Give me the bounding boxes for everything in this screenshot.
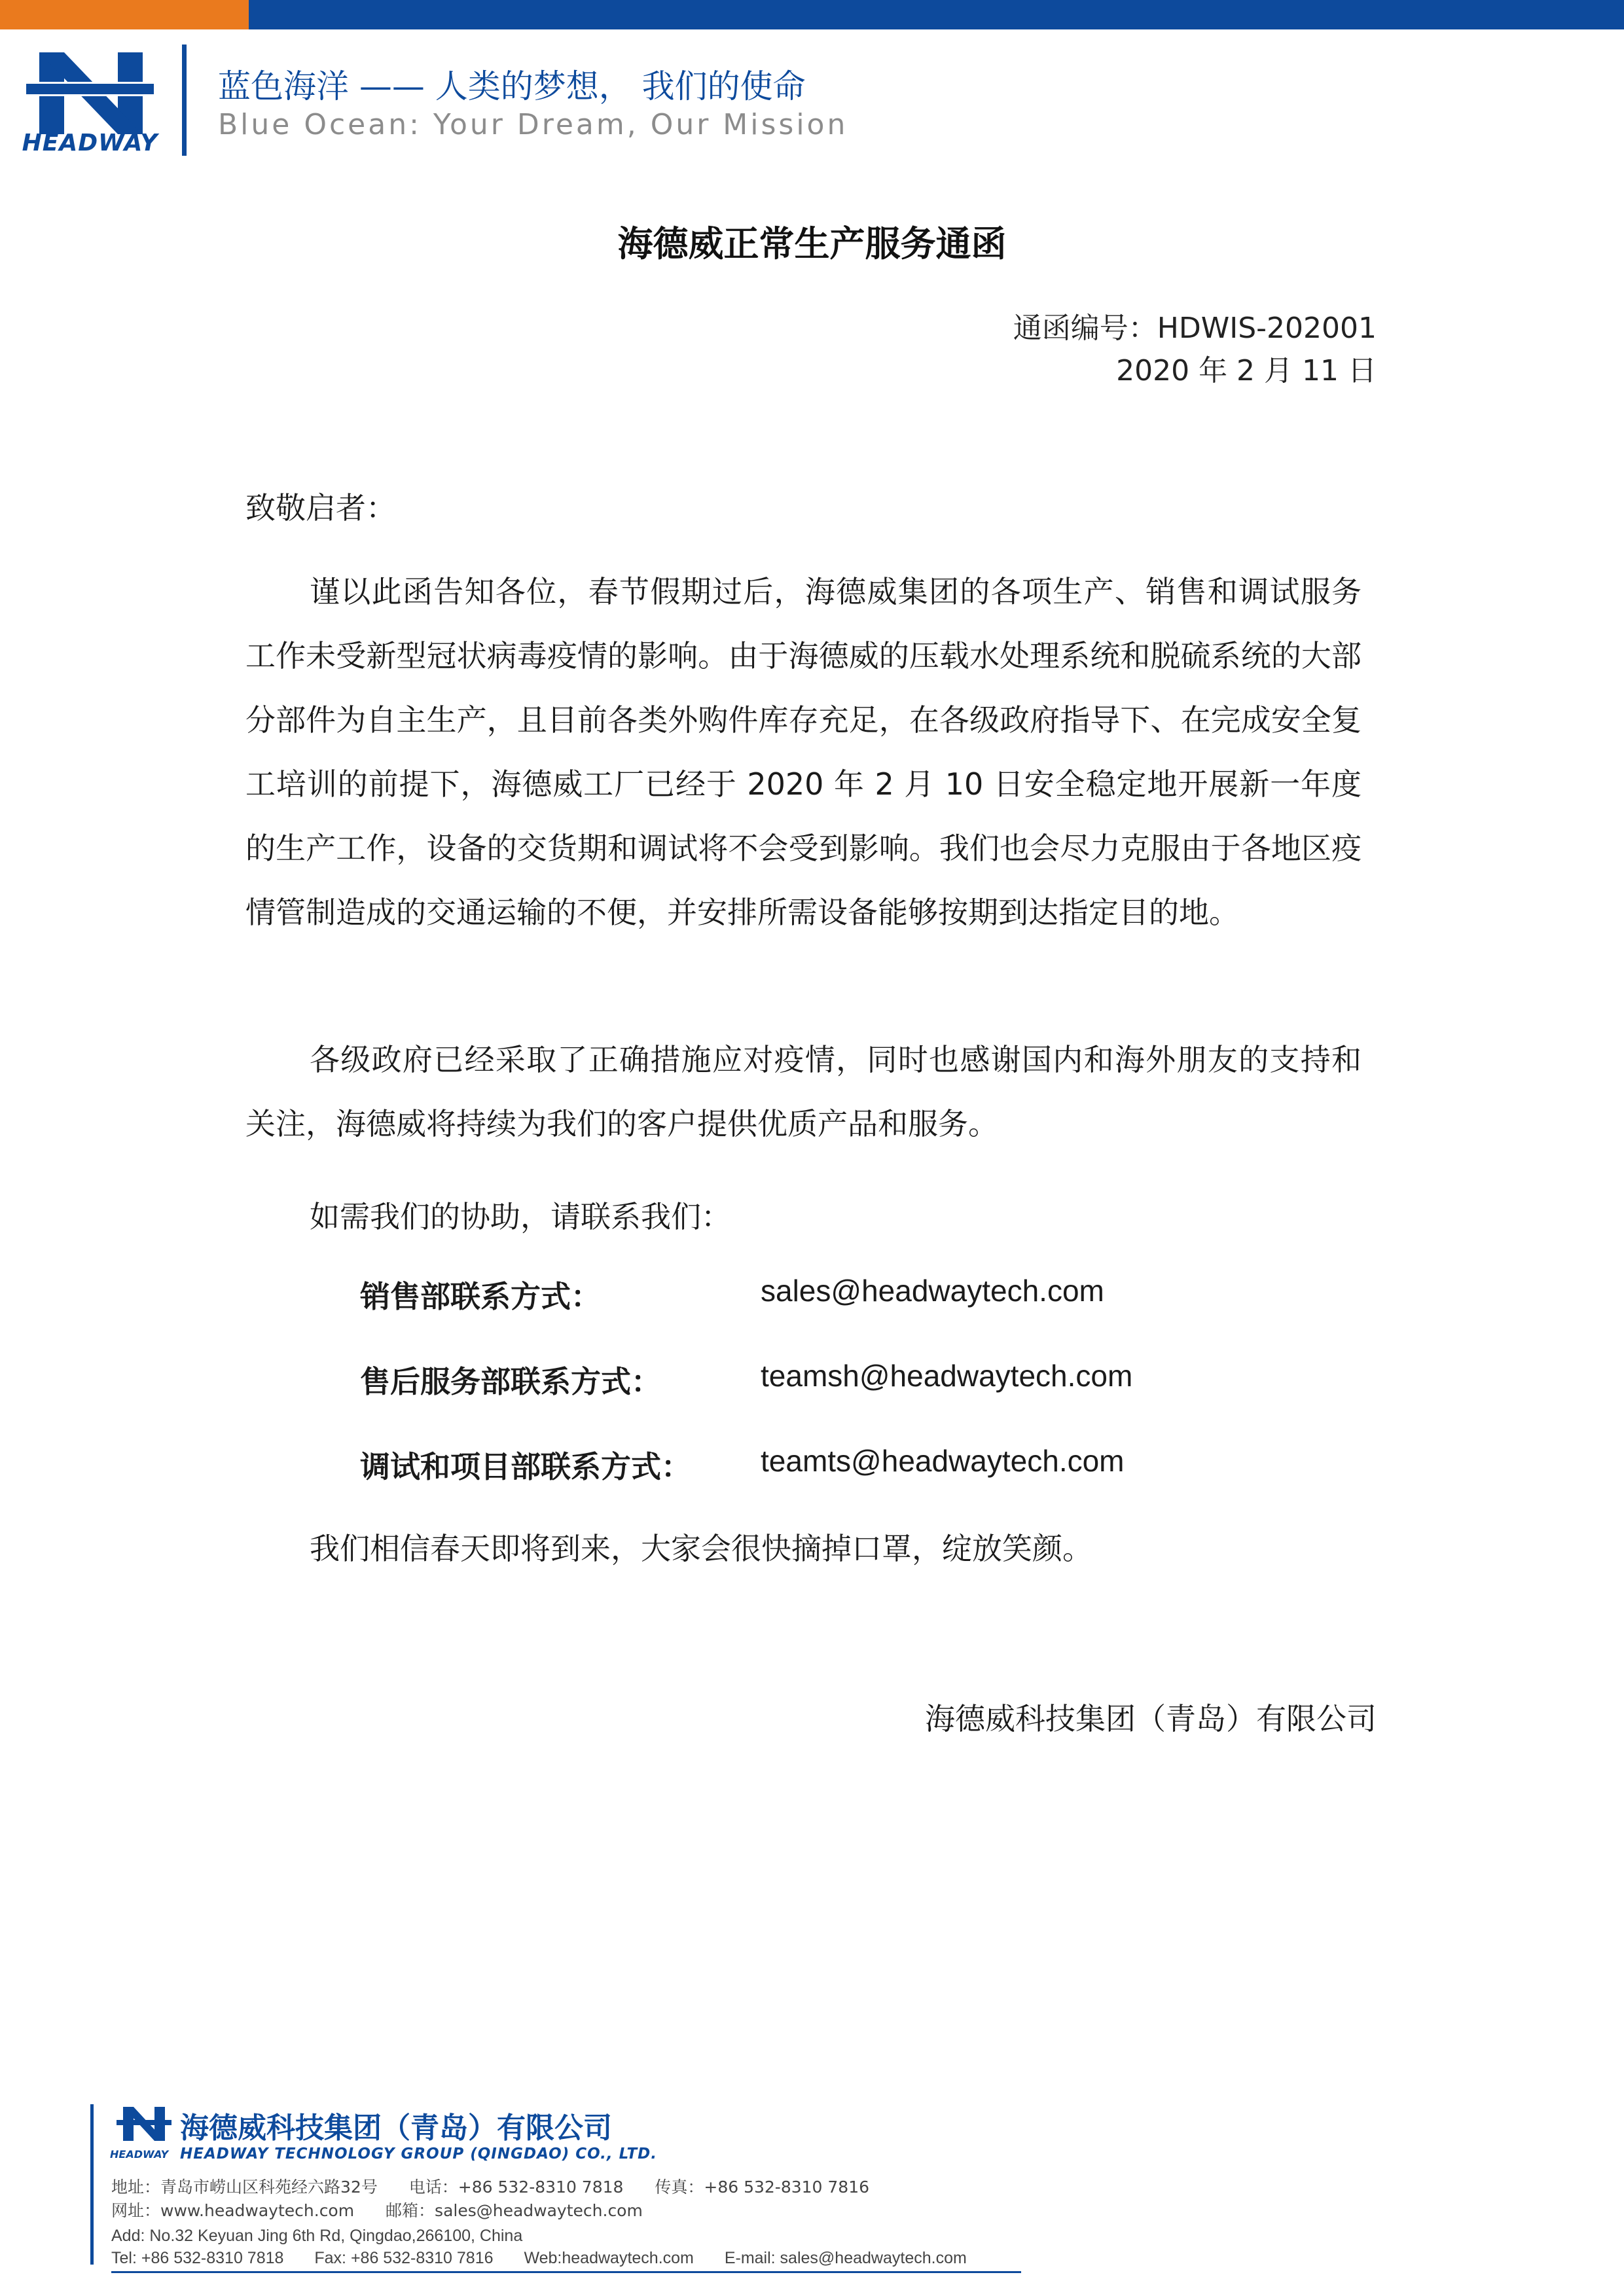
footer-fax-cn: 传真：+86 532-8310 7816 bbox=[655, 2178, 870, 2197]
document-title: 海德威正常生产服务通函 bbox=[617, 223, 1007, 264]
footer-tel-cn: 电话：+86 532-8310 7818 bbox=[408, 2178, 624, 2197]
tagline-english: Blue Ocean: Your Dream, Our Mission bbox=[218, 108, 848, 141]
salutation: 致敬启者： bbox=[245, 490, 396, 526]
body-paragraph-3: 如需我们的协助，请联系我们： bbox=[310, 1199, 731, 1234]
footer-address-en: Add: No.32 Keyuan Jing 6th Rd, Qingdao,266100, China bbox=[111, 2227, 523, 2245]
top-orange-accent bbox=[0, 0, 249, 29]
contact-email-link[interactable]: sales@headwaytech.com bbox=[761, 1274, 1104, 1308]
logo-wordmark: HEADWAY bbox=[22, 130, 158, 156]
footer-fax-en: Fax: +86 532-8310 7816 bbox=[314, 2249, 494, 2267]
footer-logo-wordmark: HEADWAY bbox=[110, 2148, 169, 2161]
footer-web-en[interactable]: Web:headwaytech.com bbox=[524, 2249, 694, 2267]
document-date: 2020 年 2 月 11 日 bbox=[1116, 354, 1377, 387]
footer-contact-line-cn-2 bbox=[111, 2198, 669, 2221]
footer-contact-line-en bbox=[111, 2249, 993, 2268]
footer-divider bbox=[90, 2104, 94, 2265]
tagline-chinese: 蓝色海洋 —— 人类的梦想， 我们的使命 bbox=[218, 67, 806, 105]
body-paragraph-1: 谨以此函告知各位，春节假期过后，海德威集团的各项生产、销售和调试服务工作未受新型冠状病毒疫情的影响。由于海德威的压载水处理系统和脱硫系统的大部分部件为自主生产，且目前各类外购件库存充足，在各级政府指导下、在完成安全复工培训的前提下，海德威工厂已经于 2020 年 2 月 10 日安全稳定地开展新一年度的生产工作，设备的交货期和调试将不会受到影响。我们也会尽力克服由于各地区疫情管制造成的交通运输的不便，并安排所需设备能够按期到达指定目的地。 bbox=[245, 574, 1362, 930]
contact-email-link[interactable]: teamts@headwaytech.com bbox=[761, 1444, 1125, 1478]
footer-company-name-en: HEADWAY TECHNOLOGY GROUP (QINGDAO) CO., LTD. bbox=[180, 2145, 658, 2162]
reference-number: 通函编号：HDWIS-202001 bbox=[1013, 312, 1377, 345]
footer-email-cn[interactable]: 邮箱：sales@headwaytech.com bbox=[386, 2201, 643, 2220]
signature: 海德威科技集团（青岛）有限公司 bbox=[925, 1701, 1377, 1736]
contact-label: 销售部联系方式： bbox=[360, 1279, 601, 1314]
footer-address-cn: 地址：青岛市崂山区科苑经六路32号 bbox=[111, 2178, 378, 2197]
header-divider bbox=[182, 45, 187, 156]
contact-email-link[interactable]: teamsh@headwaytech.com bbox=[761, 1359, 1133, 1393]
footer-tel-en: Tel: +86 532-8310 7818 bbox=[111, 2249, 284, 2267]
footer-contact-line-cn-1 bbox=[111, 2174, 895, 2198]
footer-email-en[interactable]: E-mail: sales@headwaytech.com bbox=[724, 2249, 967, 2267]
footer-rule bbox=[111, 2271, 1021, 2273]
body-paragraph-2: 各级政府已经采取了正确措施应对疫情，同时也感谢国内和海外朋友的支持和关注，海德威将持续为我们的客户提供优质产品和服务。 bbox=[245, 1042, 1362, 1141]
footer-company-name-cn: 海德威科技集团（青岛）有限公司 bbox=[180, 2111, 612, 2145]
contact-label: 售后服务部联系方式： bbox=[360, 1364, 661, 1399]
contact-label: 调试和项目部联系方式： bbox=[360, 1449, 691, 1484]
closing-line: 我们相信春天即将到来，大家会很快摘掉口罩，绽放笑颜。 bbox=[310, 1531, 1092, 1566]
footer-website-cn[interactable]: 网址：www.headwaytech.com bbox=[111, 2201, 355, 2220]
